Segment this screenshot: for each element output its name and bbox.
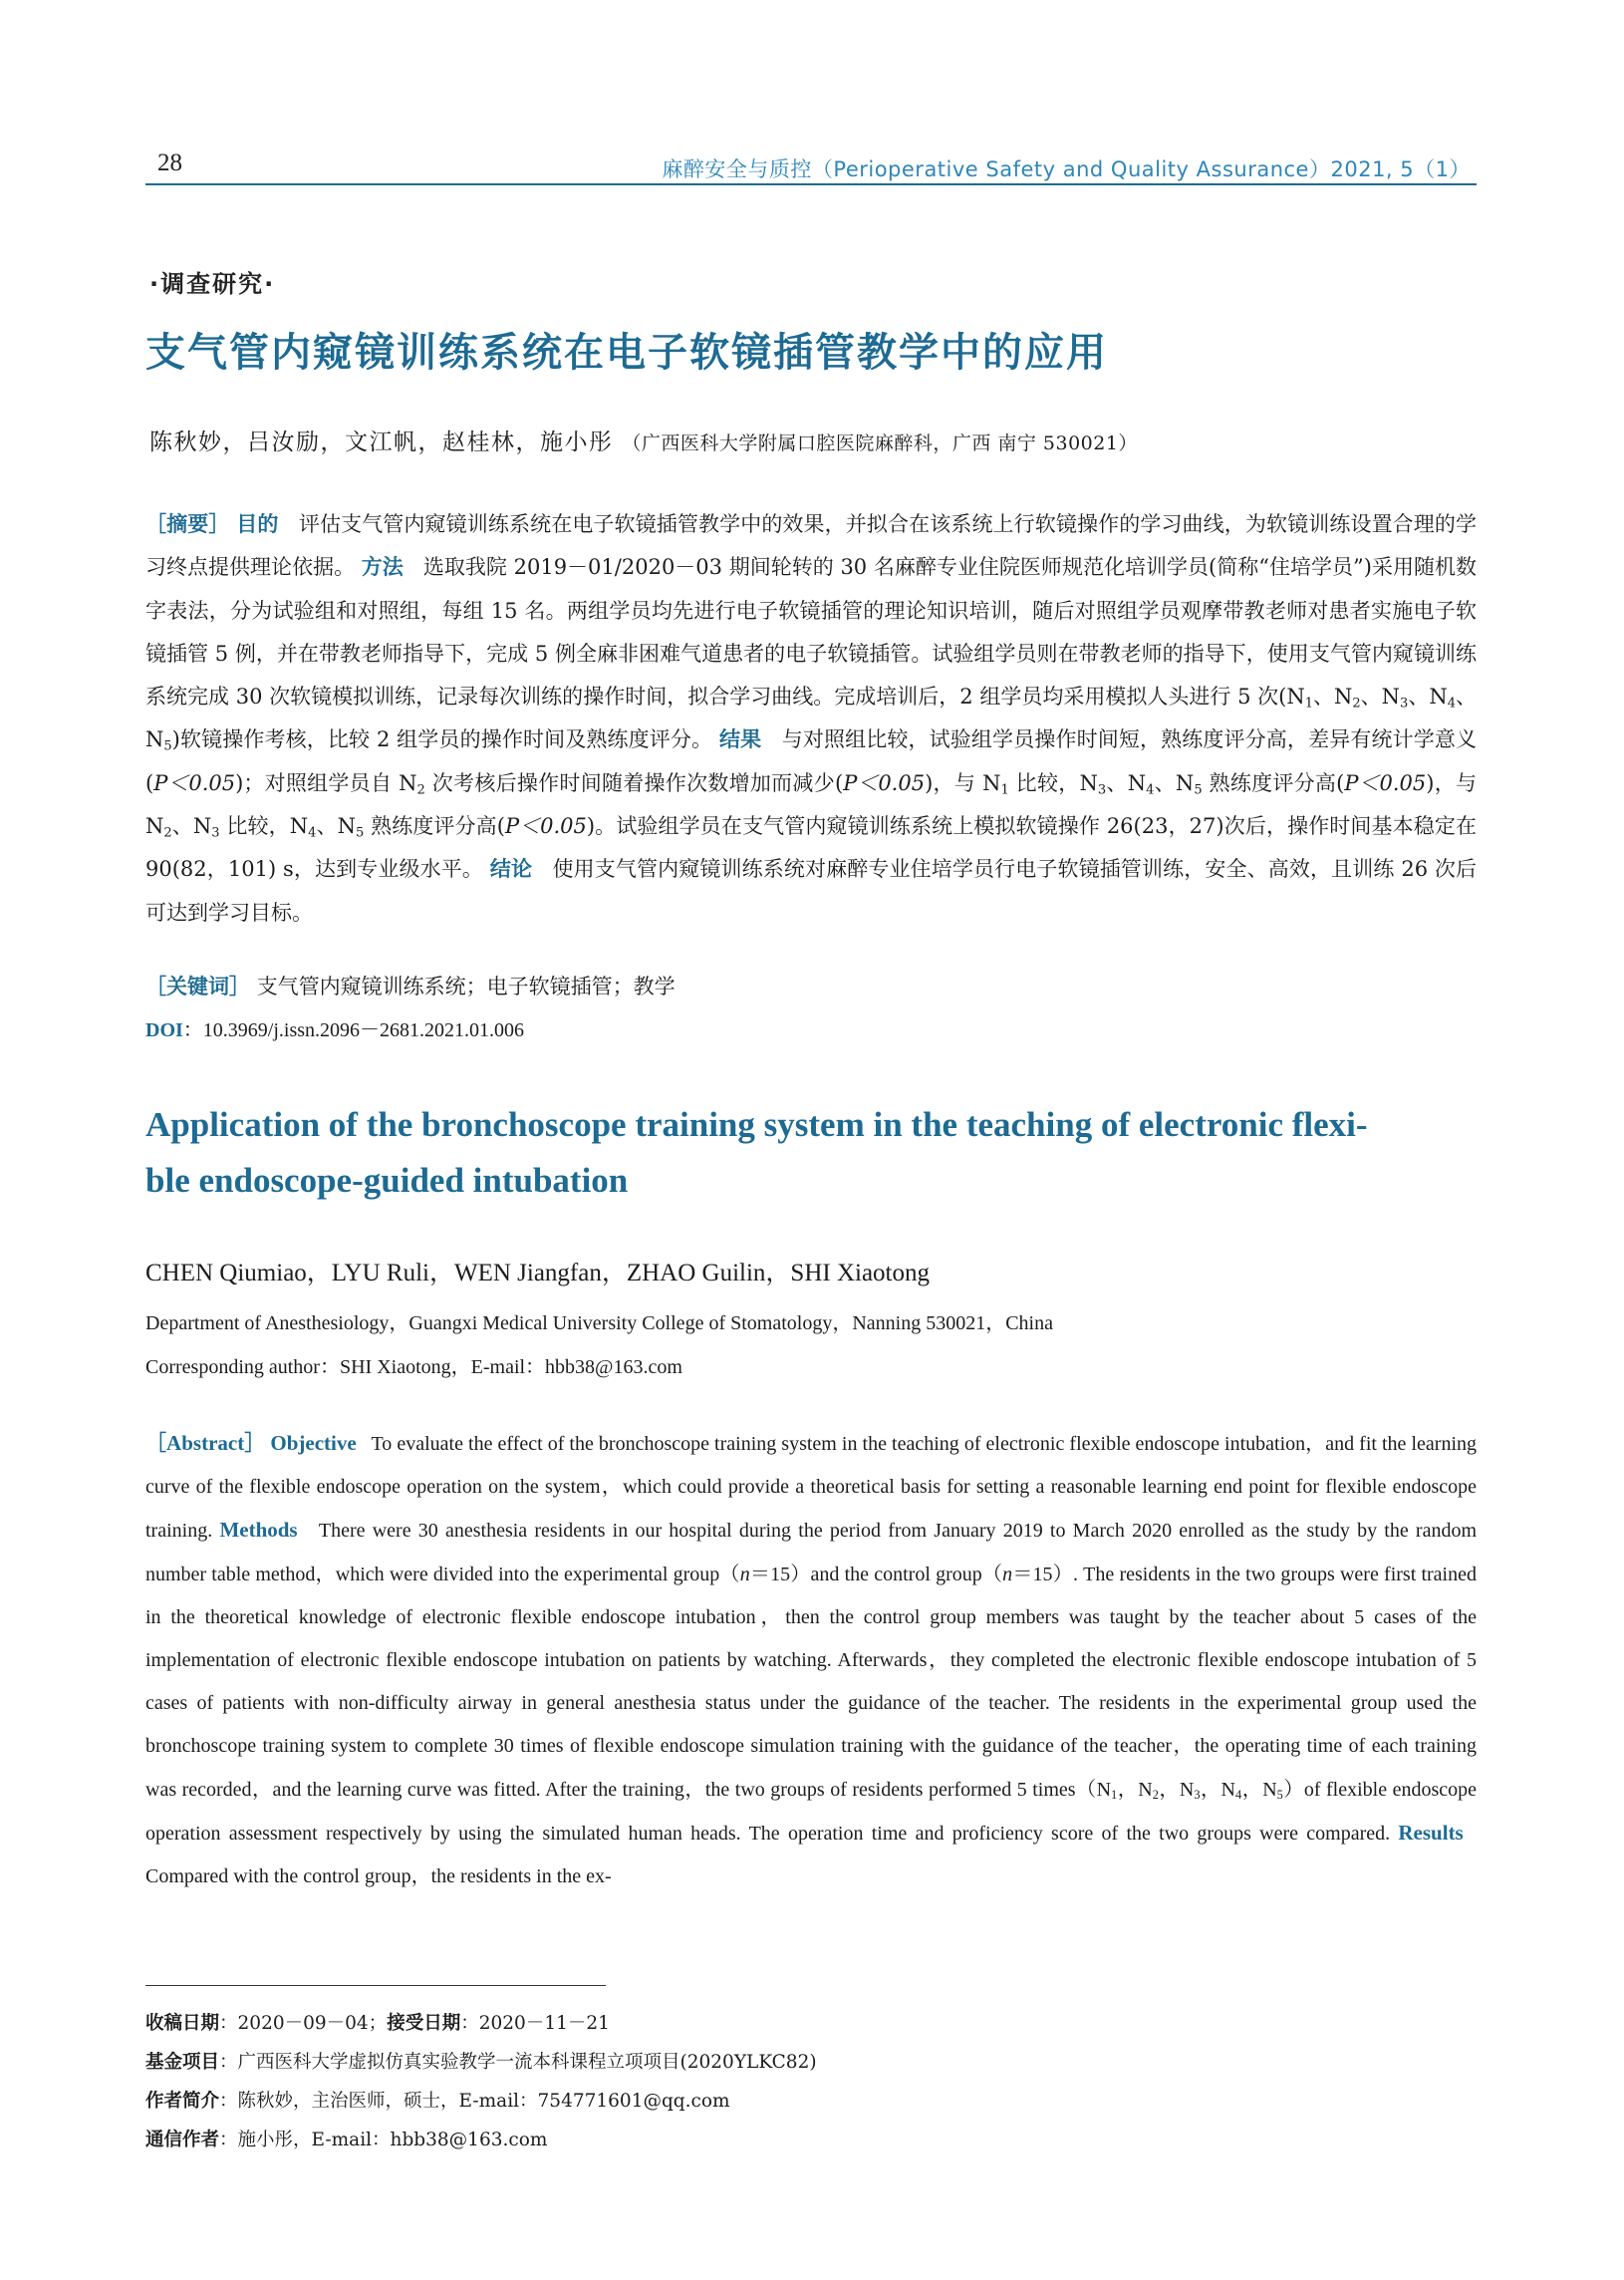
footnote-divider [145, 1985, 606, 1986]
running-header [145, 143, 1477, 185]
results-text: 熟练度评分高( [364, 814, 505, 839]
objective-en-text: To evaluate the effect of the bronchoscope training system in the teaching of electronic flexible endoscope intubation，and fit the learning curve of the flexible endoscope operation on the system，which could provide a theoretical basis for setting a reasonable learning end point for flexible endoscope training. [145, 1433, 1478, 1543]
methods-en-text: There were 30 anesthesia residents in our hospital during the period from January 2019 to March 2020 enrolled as the study by the random number table method，which were divided into the experimental group（ [145, 1520, 1478, 1585]
received-label: 收稿日期 [145, 2013, 220, 2034]
keywords-text: 支气管内窥镜训练系统；电子软镜插管；教学 [256, 975, 676, 998]
abstract-en: ［Abstract］ Objective To evaluate the effect of the bronchoscope training system in the teaching of electronic flexible endoscope intubation，and fit the learning curve of the flexible endoscope operation on the system，which could provide a theoretical basis for setting a reasonable learning end point for flexible endoscope training. Methods There were 30 anesthesia residents in our hospital during the period from January 2019 to March 2020 enrolled as the study by the random number table method，which were divided into the experimental group（n＝15）and the control group（n＝15）. The residents in the two groups were first trained in the theoretical knowledge of electronic flexible endoscope intubation，then the control group members was taught by the teacher about 5 cases of the implementation of electronic flexible endoscope intubation on patients by watching. Afterwards，they completed the electronic flexible endoscope intubation of 5 cases of patients with non-difficulty airway in general anesthesia status under the guidance of the teacher. The residents in the experimental group used the bronchoscope training system to complete 30 times of flexible endoscope simulation training with the guidance of the teacher，the operating time of each training was recorded，and the learning curve was fitted. After the training，the two groups of residents performed 5 $times(N_1$，$N_2$，$N_3$，$N_4$，$N_5)of$ flexible endoscope operation assessment respectively by using the simulated human heads. The operation time and proficiency score of the two groups were compared. Results Compared with the control group，the residents in the ex- [145, 1431, 1478, 1888]
accepted-label: 接受日期 [387, 2013, 461, 2034]
department-en: Department of Anesthesiology，Guangxi Medical University College of Stomatology，Nanning 530021，China [145, 1312, 1053, 1334]
journal-citation: 麻醉安全与质控（Perioperative Safety and Quality Assurance）2021, 5（1） [662, 157, 1471, 181]
results-en-text: Compared with the control group，the residents in the ex- [145, 1865, 612, 1888]
results-label: 结果 [719, 727, 762, 752]
n-symbol: n [1002, 1563, 1013, 1585]
results-text: 次考核后操作时间随着操作次数增加而减少( [424, 770, 844, 795]
footnote-author: 作者简介：陈秋妙，主治医师，硕士，E-mail：754771601@qq.com [145, 2091, 730, 2112]
p-value: P＜0.05 [843, 770, 926, 795]
methods-en-text: ＝15）and the control group（ [749, 1563, 1003, 1585]
fund-label: 基金项目 [145, 2052, 220, 2073]
title-en-line-1: Application of the bronchoscope training system in the teaching of electronic flexi- [145, 1105, 1368, 1144]
correspondence-label: 通信作者 [145, 2130, 220, 2150]
methods-text-2: )软镜操作考核，比较 2 组学员的操作时间及熟练度评分。 [171, 727, 713, 752]
author-list-cn: 陈秋妙，吕汝励，文江帆，赵桂林，施小彤 [149, 429, 614, 455]
p-value: P＜0.05 [504, 814, 587, 839]
doi-label: DOI [145, 1019, 183, 1041]
methods-en-label: Methods [219, 1518, 298, 1543]
title-en-line-2: ble endoscope-guided intubation [145, 1161, 629, 1200]
author-bio-label: 作者简介 [145, 2091, 220, 2112]
correspondence-text: 施小彤，E-mail：hbb38@163.com [237, 2130, 548, 2150]
abstract-en-label: ［Abstract］ [145, 1431, 266, 1455]
keywords-label: ［关键词］ [145, 975, 250, 998]
methods-label: 方法 [361, 555, 404, 580]
abstract-cn: ［摘要］ 目的 评估支气管内窥镜训练系统在电子软镜插管教学中的效果，并拟合在该系统上行软镜操作的学习曲线，为软镜训练设置合理的学习终点提供理论依据。 方法 选取我院 2019－01/2020－03 期间轮转的 30 名麻醉专业住院医师规范化培训学员(简称“住培学员”)采用随机数字表法，分为试验组和对照组，每组 15 名。两组学员均先进行电子软镜插管的理论知识培训，随后对照组学员观摩带教老师对患者实施电子软镜插管 5 例，并在带教老师指导下，完成 5 例全麻非困难气道患者的电子软镜插管。试验组学员则在带教老师的指导下，使用支气管内窥镜训练系统完成 30 次软镜模拟训练，记录每次训练的操作时间，拟合学习曲线。完成培训后，2 组学员均采用模拟人头进行 5 次($N_1$、$N_2$、$N_3$、$N_4$、$N_5$)软镜操作考核，比较 2 组学员的操作时间及熟练度评分。 结果 与对照组比较，试验组学员操作时间短，熟练度评分高，差异有统计学意义(P＜0.05)；对照组学员自 $N_2$ 次考核后操作时间随着操作次数增加而减少(P＜0.05)，与 $N_1$ 比较，$N_3$、$N_4$、$N_5$ 熟练度评分高(P＜0.05)，与 $N_2$、$N_3$ 比较，$N_4$、$N_5$ 熟练度评分高(P＜0.05)。试验组学员在支气管内窥镜训练系统上模拟软镜操作 26(23，27)次后，操作时间基本稳定在 90(82，101) s，达到专业级水平。 结论 使用支气管内窥镜训练系统对麻醉专业住培学员行电子软镜插管训练，安全、高效，且训练 26 次后可达到学习目标。 [145, 512, 1478, 925]
results-text: 与对照组比较，试验组学员操作时间短，熟练度评分高，差异有统计学意义( [145, 727, 1478, 795]
authors-en: CHEN Qiumiao，LYU Ruli，WEN Jiangfan，ZHAO Guilin，SHI Xiaotong [145, 1260, 930, 1286]
footnote-dates: 收稿日期：2020－09－04；接受日期：2020－11－21 [145, 2013, 610, 2034]
footnote-fund: 基金项目：广西医科大学虚拟仿真实验教学一流本科课程立项项目(2020YLKC82) [145, 2052, 817, 2073]
methods-text: 选取我院 2019－01/2020－03 期间轮转的 30 名麻醉专业住院医师规范化培训学员(简称“住培学员”)采用随机数字表法，分为试验组和对照组，每组 15 名。两组学员均先进行电子软镜插管的理论知识培训，随后对照组学员观摩带教老师对患者实施电子软镜插管 5 例，并在带教老师指导下，完成 5 例全麻非困难气道患者的电子软镜插管。试验组学员则在带教老师的指导下，使用支气管内窥镜训练系统完成 30 次软镜模拟训练，记录每次训练的操作时间，拟合学习曲线。完成培训后，2 组学员均采用模拟人头进行 5 次( [145, 555, 1478, 710]
n-symbol: n [739, 1563, 750, 1585]
affiliation-cn: （广西医科大学附属口腔医院麻醉科，广西 南宁 530021） [622, 432, 1138, 454]
abstract-label: ［摘要］ [145, 512, 230, 536]
methods-en-text: ＝15）. The residents in the two groups were first trained in the theoretical knowledge of electronic flexible endoscope intubation，then the control group members was taught by the teacher about 5 cases of the implementation of electronic flexible endoscope intubation on patients by watching. Afterwards，they completed the electronic flexible endoscope intubation of 5 cases of patients with non-difficulty airway in general anesthesia status under the guidance of the teacher. The residents in the experimental group used the bronchoscope training system to complete 30 times of flexible endoscope simulation training with the guidance of the teacher，the operating time of each training was recorded，and the learning curve was fitted. After the training，the two groups of residents performed 5 times（ [145, 1563, 1477, 1801]
footnote-correspondence: 通信作者：施小彤，E-mail：hbb38@163.com [145, 2130, 548, 2150]
doi-link[interactable]: 10.3969/j.issn.2096－2681.2021.01.006 [202, 1019, 525, 1041]
received-date: 2020－09－04 [237, 2013, 369, 2034]
conclusion-text: 使用支气管内窥镜训练系统对麻醉专业住培学员行电子软镜插管训练，安全、高效，且训练 26 次后可达到学习目标。 [145, 857, 1477, 925]
corresponding-author-en: Corresponding author：SHI Xiaotong，E-mail：hbb38@163.com [145, 1356, 682, 1378]
results-text: 比较， [219, 814, 290, 839]
article-title-en [145, 1097, 1477, 1209]
p-value: P＜0.05 [1344, 770, 1427, 795]
results-text: 试验组学员在支气管内窥镜训练系统上模拟软镜操作 26(23，27)次后，操作时间基本稳定在 90(82，101) s，达到专业级水平。 [145, 814, 1478, 882]
results-text: 对照组学员自 [264, 770, 400, 795]
fund-text: 广西医科大学虚拟仿真实验教学一流本科课程立项项目(2020YLKC82) [237, 2052, 817, 2073]
authors-cn [149, 424, 1138, 456]
results-text: 熟练度评分高( [1202, 770, 1345, 795]
methods-en-text: ）of flexible endoscope operation assessment respectively by using the simulated human heads. The operation time and proficiency score of the two groups were compared. [145, 1778, 1478, 1845]
objective-en-label: Objective [270, 1431, 357, 1455]
accepted-date: 2020－11－21 [478, 2013, 610, 2034]
article-title-cn: 支气管内窥镜训练系统在电子软镜插管教学中的应用 [145, 329, 1108, 376]
results-text: 比较， [1008, 770, 1080, 795]
results-en-label: Results [1398, 1820, 1464, 1845]
doi: DOI：10.3969/j.issn.2096－2681.2021.01.006 [145, 1019, 525, 1041]
section-label: ·调查研究· [149, 270, 276, 298]
results-text: 与 [1456, 770, 1478, 795]
keywords-cn [145, 971, 676, 1000]
conclusion-label: 结论 [489, 857, 533, 882]
p-value: P＜0.05 [153, 770, 236, 795]
objective-text: 评估支气管内窥镜训练系统在电子软镜插管教学中的效果，并拟合在该系统上行软镜操作的学习曲线，为软镜训练设置合理的学习终点提供理论依据。 [145, 512, 1478, 580]
page-number: 28 [157, 149, 182, 176]
author-bio-text: 陈秋妙，主治医师，硕士，E-mail：754771601@qq.com [237, 2091, 730, 2112]
results-text: 与 [953, 770, 983, 795]
objective-label: 目的 [236, 512, 279, 536]
